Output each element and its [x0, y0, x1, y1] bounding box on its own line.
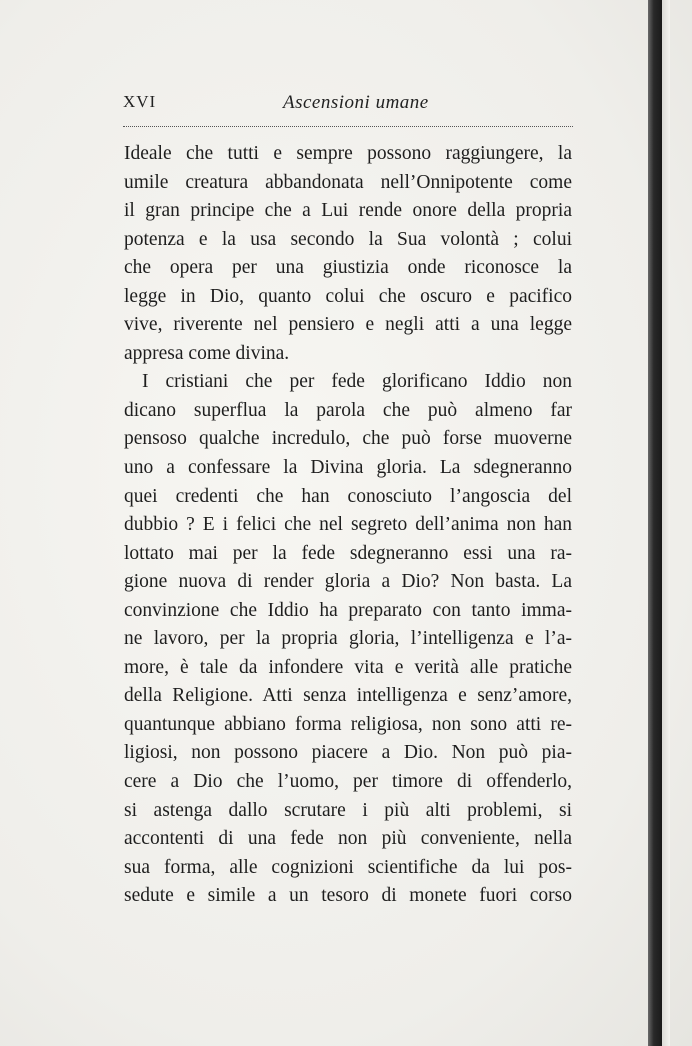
book-spine-shadow [648, 0, 662, 1046]
text-line: cere a Dio che l’uomo, per timore di offenderlo, [124, 771, 572, 793]
text-line: quei credenti che han conosciuto l’angoscia del [124, 485, 572, 507]
text-line: ne lavoro, per la propria gloria, l’intelligenza e l’a- [124, 628, 572, 650]
text-line: appresa come divina. [124, 342, 290, 364]
text-line: ligiosi, non possono piacere a Dio. Non può pia- [124, 742, 572, 764]
text-line: accontenti di una fede non più conveniente, nella [124, 828, 572, 850]
page-number: XVI [123, 92, 157, 111]
text-line: si astenga dallo scrutare i più alti problemi, si [124, 799, 572, 821]
text-line: vive, riverente nel pensiero e negli atti a una legge [124, 314, 572, 336]
text-line: pensoso qualche incredulo, che può forse muoverne [124, 428, 572, 450]
text-line: more, è tale da infondere vita e verità alle pratiche [124, 656, 572, 678]
text-line: uno a confessare la Divina gloria. La sdegneranno [124, 457, 572, 479]
text-line: lottato mai per la fede sdegneranno essi una ra- [124, 542, 572, 564]
text-line: dicano superflua la parola che può almeno far [124, 399, 572, 421]
text-line: sedute e simile a un tesoro di monete fuori corso [124, 885, 572, 907]
text-line: convinzione che Iddio ha preparato con tanto imma- [124, 599, 572, 621]
text-line: il gran principe che a Lui rende onore della propria [124, 200, 572, 222]
text-line: sua forma, alle cognizioni scientifiche da lui pos- [124, 856, 572, 878]
text-line: umile creatura abbandonata nell’Onnipotente come [124, 171, 572, 193]
text-line: potenza e la usa secondo la Sua volontà ; colui [124, 228, 572, 250]
text-line: gione nuova di render gloria a Dio? Non basta. La [124, 571, 572, 593]
text-line: che opera per una giustizia onde riconosce la [124, 257, 572, 279]
running-title: Ascensioni umane [283, 92, 429, 113]
body-text [124, 140, 572, 911]
text-line: dubbio ? E i felici che nel segreto dell’anima non han [124, 514, 572, 536]
text-line: della Religione. Atti senza intelligenza e senz’amore, [124, 685, 572, 707]
text-line: I cristiani che per fede glorificano Iddio non [142, 371, 572, 393]
text-line: legge in Dio, quanto colui che oscuro e pacifico [124, 285, 572, 307]
page-edge [662, 0, 670, 1046]
header-rule [123, 126, 573, 127]
page-header [123, 92, 573, 122]
text-line: Ideale che tutti e sempre possono raggiungere, la [124, 143, 572, 164]
text-line: quantunque abbiano forma religiosa, non sono atti re- [124, 713, 572, 735]
